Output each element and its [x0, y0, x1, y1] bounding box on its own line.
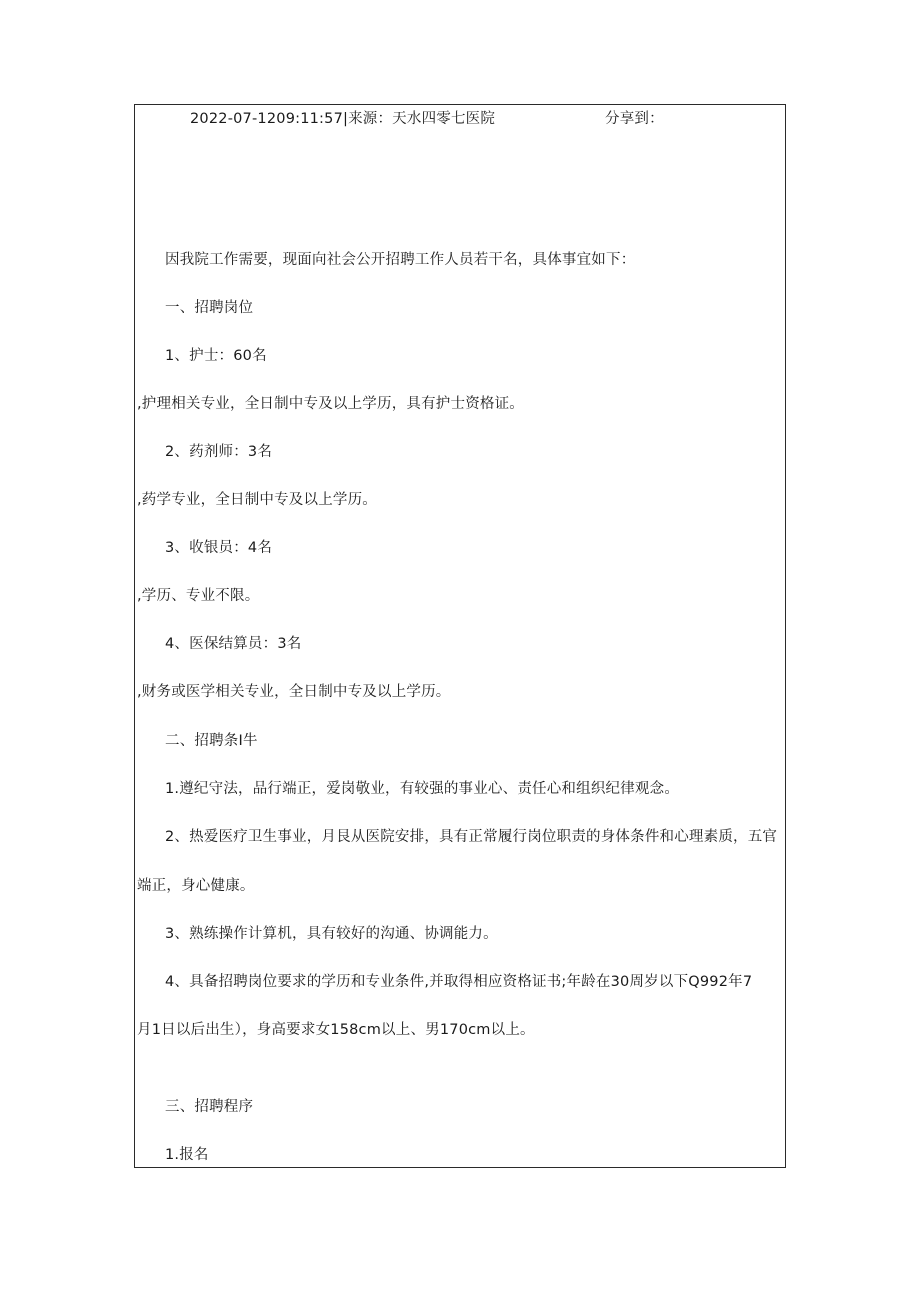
condition-4-line1: 4、具备招聘岗位要求的学历和专业条件,并取得相应资格证书;年龄在30周岁以下Q992年7 — [165, 974, 753, 990]
section-heading-conditions: 二、招聘条I牛 — [165, 733, 258, 749]
position-insurance-clerk-desc: ,财务或医学相关专业，全日制中专及以上学历。 — [137, 684, 451, 700]
condition-2-line2: 端正，身心健康。 — [137, 878, 255, 894]
section-heading-positions: 一、招聘岗位 — [165, 300, 254, 316]
position-cashier-desc: ,学历、专业不限。 — [137, 588, 260, 604]
procedure-step-1: 1.报名 — [165, 1147, 209, 1163]
intro-paragraph: 因我院工作需要，现面向社会公开招聘工作人员若干名，具体事宜如下： — [165, 252, 636, 268]
position-nurse-desc: ,护理相关专业，全日制中专及以上学历，具有护士资格证。 — [137, 396, 525, 412]
condition-3: 3、熟练操作计算机，具有较好的沟通、协调能力。 — [165, 926, 498, 942]
section-heading-procedure: 三、招聘程序 — [165, 1099, 254, 1115]
share-label[interactable]: 分享到： — [605, 111, 664, 127]
position-nurse-title: 1、护士：60名 — [165, 348, 267, 364]
condition-2-line1: 2、热爱医疗卫生事业，月艮从医院安排，具有正常履行岗位职责的身体条件和心理素质，五官 — [165, 829, 778, 845]
position-pharmacist-desc: ,药学专业，全日制中专及以上学历。 — [137, 492, 378, 508]
condition-1: 1.遵纪守法，品行端正，爱岗敬业，有较强的事业心、责任心和组织纪律观念。 — [165, 781, 680, 797]
position-insurance-clerk-title: 4、医保结算员：3名 — [165, 636, 302, 652]
article-meta: 2022-07-1209:11:57|来源：天水四零七医院 — [190, 111, 496, 127]
position-cashier-title: 3、收银员：4名 — [165, 540, 273, 556]
position-pharmacist-title: 2、药剂师：3名 — [165, 444, 273, 460]
condition-4-line2: 月1日以后出生），身高要求女158cm以上、男170cm以上。 — [137, 1022, 535, 1038]
